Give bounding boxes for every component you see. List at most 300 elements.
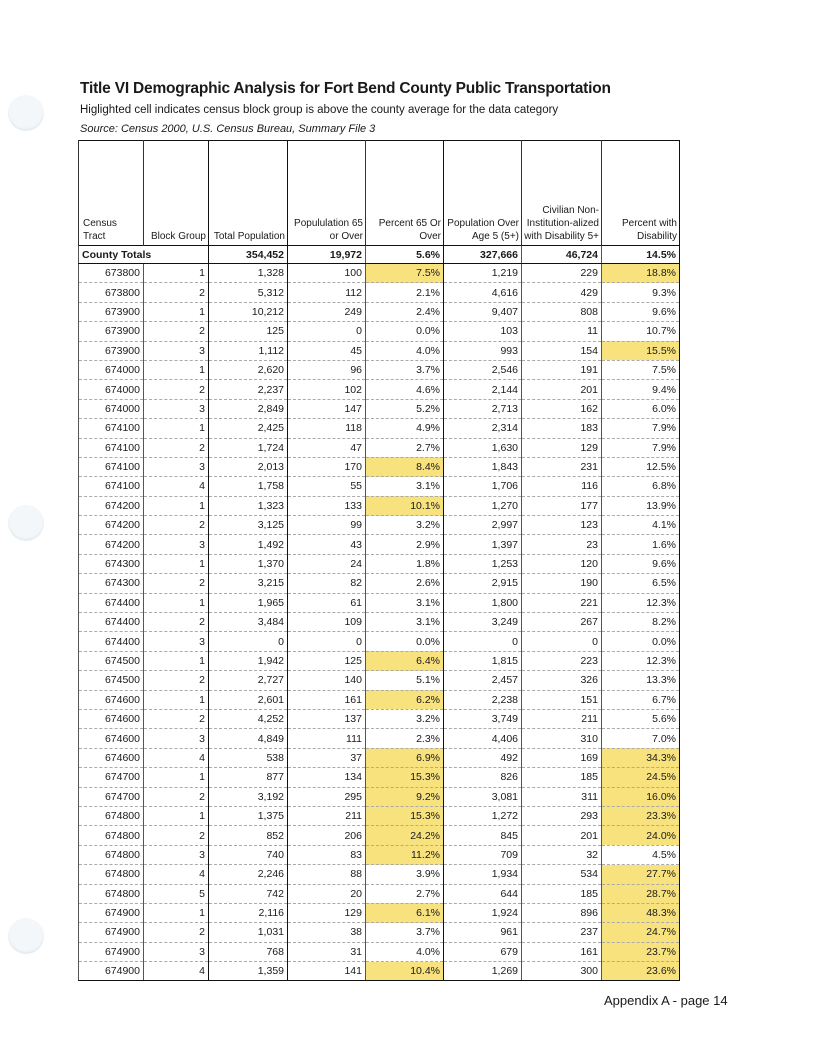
cell-disability-5plus: 229 (522, 264, 602, 283)
cell-block-group: 1 (144, 690, 209, 709)
cell-census-tract: 674900 (79, 962, 144, 981)
cell-population-65-over: 20 (288, 884, 366, 903)
cell-census-tract: 674200 (79, 496, 144, 515)
table-row (79, 748, 680, 767)
table-row (79, 283, 680, 302)
cell-block-group: 3 (144, 632, 209, 651)
cell-percent-65-over: 3.7% (366, 923, 444, 942)
cell-disability-5plus: 32 (522, 845, 602, 864)
cell-disability-5plus: 23 (522, 535, 602, 554)
cell-census-tract: 674900 (79, 942, 144, 961)
cell-block-group: 2 (144, 709, 209, 728)
cell-population-over-5: 961 (444, 923, 522, 942)
cell-total-population: 538 (209, 748, 288, 767)
cell-total-population: 1,323 (209, 496, 288, 515)
hole-punch-mark (8, 505, 44, 541)
cell-percent-disability: 23.3% (602, 806, 680, 825)
cell-population-over-5: 2,997 (444, 516, 522, 535)
cell-census-tract: 674500 (79, 671, 144, 690)
cell-total-population: 1,112 (209, 341, 288, 360)
cell-total-population: 1,031 (209, 923, 288, 942)
cell-population-65-over: 31 (288, 942, 366, 961)
cell-population-over-5: 1,272 (444, 806, 522, 825)
cell-census-tract: 674500 (79, 651, 144, 670)
table-row (79, 613, 680, 632)
cell-disability-5plus: 177 (522, 496, 602, 515)
cell-percent-disability: 28.7% (602, 884, 680, 903)
cell-percent-65-over: 0.0% (366, 632, 444, 651)
cell-disability-5plus: 310 (522, 729, 602, 748)
cell-census-tract: 674100 (79, 438, 144, 457)
header-census-tract: Census Tract (79, 141, 144, 246)
cell-disability-5plus: 896 (522, 903, 602, 922)
cell-population-65-over: 88 (288, 865, 366, 884)
page-title: Title VI Demographic Analysis for Fort Bend County Public Transportation (80, 80, 611, 97)
cell-disability-5plus: 169 (522, 748, 602, 767)
table-row (79, 496, 680, 515)
cell-percent-65-over: 6.1% (366, 903, 444, 922)
cell-disability-5plus: 151 (522, 690, 602, 709)
cell-block-group: 1 (144, 302, 209, 321)
cell-percent-65-over: 2.3% (366, 729, 444, 748)
cell-block-group: 1 (144, 554, 209, 573)
header-block-group: Block Group (144, 141, 209, 246)
cell-percent-65-over: 2.4% (366, 302, 444, 321)
cell-population-over-5: 1,219 (444, 264, 522, 283)
cell-total-population: 1,359 (209, 962, 288, 981)
cell-total-population: 125 (209, 322, 288, 341)
cell-population-over-5: 3,081 (444, 787, 522, 806)
cell-percent-65-over: 0.0% (366, 322, 444, 341)
cell-percent-65-over: 8.4% (366, 457, 444, 476)
header-row (79, 141, 680, 246)
table-row (79, 729, 680, 748)
cell-population-65-over: 37 (288, 748, 366, 767)
cell-percent-65-over: 3.1% (366, 593, 444, 612)
cell-block-group: 3 (144, 535, 209, 554)
cell-block-group: 1 (144, 264, 209, 283)
cell-percent-65-over: 2.9% (366, 535, 444, 554)
cell-population-65-over: 161 (288, 690, 366, 709)
cell-census-tract: 673800 (79, 283, 144, 302)
cell-population-over-5: 1,924 (444, 903, 522, 922)
cell-population-over-5: 679 (444, 942, 522, 961)
totals-percent-65-over: 5.6% (366, 246, 444, 264)
cell-total-population: 1,758 (209, 477, 288, 496)
header-percent-65-over: Percent 65 Or Over (366, 141, 444, 246)
cell-population-over-5: 1,934 (444, 865, 522, 884)
cell-total-population: 877 (209, 768, 288, 787)
cell-percent-disability: 7.9% (602, 438, 680, 457)
cell-population-65-over: 82 (288, 574, 366, 593)
cell-population-65-over: 140 (288, 671, 366, 690)
cell-disability-5plus: 116 (522, 477, 602, 496)
cell-block-group: 4 (144, 748, 209, 767)
cell-total-population: 2,620 (209, 360, 288, 379)
cell-block-group: 1 (144, 593, 209, 612)
cell-percent-disability: 4.5% (602, 845, 680, 864)
table-row (79, 768, 680, 787)
cell-population-over-5: 845 (444, 826, 522, 845)
cell-percent-disability: 24.5% (602, 768, 680, 787)
table-row (79, 554, 680, 573)
cell-total-population: 4,252 (209, 709, 288, 728)
cell-block-group: 4 (144, 865, 209, 884)
cell-block-group: 2 (144, 826, 209, 845)
cell-disability-5plus: 429 (522, 283, 602, 302)
cell-census-tract: 673900 (79, 322, 144, 341)
cell-percent-65-over: 1.8% (366, 554, 444, 573)
cell-percent-65-over: 6.9% (366, 748, 444, 767)
cell-population-65-over: 137 (288, 709, 366, 728)
cell-population-over-5: 1,630 (444, 438, 522, 457)
cell-population-over-5: 492 (444, 748, 522, 767)
cell-population-over-5: 2,144 (444, 380, 522, 399)
cell-population-65-over: 141 (288, 962, 366, 981)
table-row (79, 962, 680, 981)
cell-disability-5plus: 0 (522, 632, 602, 651)
cell-population-over-5: 0 (444, 632, 522, 651)
cell-population-65-over: 133 (288, 496, 366, 515)
page-subtitle: Higlighted cell indicates census block group is above the county average for the data category (80, 104, 559, 116)
cell-population-over-5: 4,406 (444, 729, 522, 748)
cell-census-tract: 673800 (79, 264, 144, 283)
cell-population-over-5: 2,546 (444, 360, 522, 379)
cell-percent-65-over: 4.0% (366, 942, 444, 961)
source-note: Source: Census 2000, U.S. Census Bureau, Summary File 3 (80, 123, 376, 135)
cell-block-group: 3 (144, 399, 209, 418)
cell-percent-disability: 7.0% (602, 729, 680, 748)
cell-block-group: 2 (144, 516, 209, 535)
county-totals-row (79, 246, 680, 264)
cell-block-group: 1 (144, 496, 209, 515)
cell-disability-5plus: 120 (522, 554, 602, 573)
cell-population-over-5: 1,815 (444, 651, 522, 670)
cell-census-tract: 674800 (79, 865, 144, 884)
cell-block-group: 1 (144, 768, 209, 787)
cell-population-over-5: 1,800 (444, 593, 522, 612)
cell-total-population: 3,215 (209, 574, 288, 593)
cell-census-tract: 674600 (79, 709, 144, 728)
cell-block-group: 2 (144, 438, 209, 457)
cell-percent-65-over: 15.3% (366, 768, 444, 787)
cell-census-tract: 674100 (79, 457, 144, 476)
cell-population-65-over: 47 (288, 438, 366, 457)
cell-total-population: 0 (209, 632, 288, 651)
cell-population-65-over: 45 (288, 341, 366, 360)
cell-percent-disability: 16.0% (602, 787, 680, 806)
cell-percent-disability: 15.5% (602, 341, 680, 360)
table-row (79, 690, 680, 709)
cell-disability-5plus: 326 (522, 671, 602, 690)
cell-disability-5plus: 267 (522, 613, 602, 632)
cell-census-tract: 674700 (79, 787, 144, 806)
cell-census-tract: 674300 (79, 574, 144, 593)
cell-total-population: 1,375 (209, 806, 288, 825)
cell-disability-5plus: 162 (522, 399, 602, 418)
cell-percent-disability: 8.2% (602, 613, 680, 632)
cell-total-population: 2,727 (209, 671, 288, 690)
table-row (79, 322, 680, 341)
page-footer: Appendix A - page 14 (604, 993, 728, 1008)
cell-block-group: 1 (144, 419, 209, 438)
cell-percent-65-over: 3.1% (366, 613, 444, 632)
cell-disability-5plus: 185 (522, 884, 602, 903)
cell-percent-65-over: 2.1% (366, 283, 444, 302)
cell-percent-disability: 12.3% (602, 651, 680, 670)
cell-census-tract: 674800 (79, 826, 144, 845)
cell-percent-disability: 9.3% (602, 283, 680, 302)
cell-population-65-over: 96 (288, 360, 366, 379)
cell-population-65-over: 55 (288, 477, 366, 496)
cell-census-tract: 674000 (79, 399, 144, 418)
header-disability-5plus: Civilian Non-Institution-alized with Disability 5+ (522, 141, 602, 246)
cell-percent-disability: 6.8% (602, 477, 680, 496)
cell-census-tract: 674200 (79, 516, 144, 535)
cell-percent-65-over: 5.2% (366, 399, 444, 418)
cell-total-population: 4,849 (209, 729, 288, 748)
cell-percent-disability: 13.9% (602, 496, 680, 515)
cell-percent-disability: 13.3% (602, 671, 680, 690)
cell-disability-5plus: 534 (522, 865, 602, 884)
header-percent-disability: Percent with Disability (602, 141, 680, 246)
cell-percent-disability: 24.7% (602, 923, 680, 942)
cell-percent-65-over: 24.2% (366, 826, 444, 845)
table-row (79, 903, 680, 922)
table-row (79, 806, 680, 825)
cell-percent-disability: 6.0% (602, 399, 680, 418)
cell-population-65-over: 211 (288, 806, 366, 825)
cell-population-over-5: 2,314 (444, 419, 522, 438)
cell-percent-65-over: 4.6% (366, 380, 444, 399)
cell-population-over-5: 1,706 (444, 477, 522, 496)
table-row (79, 632, 680, 651)
cell-population-65-over: 109 (288, 613, 366, 632)
cell-total-population: 1,492 (209, 535, 288, 554)
cell-population-65-over: 170 (288, 457, 366, 476)
cell-percent-65-over: 2.7% (366, 884, 444, 903)
cell-population-65-over: 147 (288, 399, 366, 418)
cell-block-group: 2 (144, 923, 209, 942)
cell-disability-5plus: 237 (522, 923, 602, 942)
cell-census-tract: 674000 (79, 360, 144, 379)
cell-census-tract: 673900 (79, 302, 144, 321)
cell-total-population: 1,328 (209, 264, 288, 283)
cell-total-population: 2,237 (209, 380, 288, 399)
cell-total-population: 2,601 (209, 690, 288, 709)
totals-total-population: 354,452 (209, 246, 288, 264)
cell-census-tract: 674400 (79, 632, 144, 651)
table-row (79, 399, 680, 418)
cell-percent-disability: 7.5% (602, 360, 680, 379)
cell-percent-65-over: 11.2% (366, 845, 444, 864)
cell-percent-disability: 6.7% (602, 690, 680, 709)
cell-total-population: 852 (209, 826, 288, 845)
cell-disability-5plus: 808 (522, 302, 602, 321)
cell-population-over-5: 1,269 (444, 962, 522, 981)
cell-disability-5plus: 221 (522, 593, 602, 612)
cell-percent-disability: 23.7% (602, 942, 680, 961)
header-total-population: Total Population (209, 141, 288, 246)
cell-percent-65-over: 3.7% (366, 360, 444, 379)
cell-census-tract: 674100 (79, 477, 144, 496)
cell-disability-5plus: 161 (522, 942, 602, 961)
cell-block-group: 2 (144, 574, 209, 593)
cell-total-population: 742 (209, 884, 288, 903)
cell-block-group: 1 (144, 651, 209, 670)
cell-census-tract: 674300 (79, 554, 144, 573)
cell-population-65-over: 111 (288, 729, 366, 748)
cell-percent-65-over: 10.1% (366, 496, 444, 515)
table-row (79, 264, 680, 283)
cell-percent-disability: 0.0% (602, 632, 680, 651)
cell-population-65-over: 112 (288, 283, 366, 302)
cell-total-population: 5,312 (209, 283, 288, 302)
header-population-over-5: Population Over Age 5 (5+) (444, 141, 522, 246)
totals-label: County Totals (79, 246, 209, 264)
cell-census-tract: 674900 (79, 903, 144, 922)
cell-percent-65-over: 10.4% (366, 962, 444, 981)
cell-total-population: 740 (209, 845, 288, 864)
cell-total-population: 3,484 (209, 613, 288, 632)
table-row (79, 865, 680, 884)
cell-percent-disability: 4.1% (602, 516, 680, 535)
cell-total-population: 3,125 (209, 516, 288, 535)
cell-percent-65-over: 3.1% (366, 477, 444, 496)
cell-percent-65-over: 2.6% (366, 574, 444, 593)
cell-population-over-5: 1,843 (444, 457, 522, 476)
cell-percent-65-over: 4.9% (366, 419, 444, 438)
cell-disability-5plus: 185 (522, 768, 602, 787)
cell-total-population: 2,116 (209, 903, 288, 922)
demographic-table (78, 140, 680, 981)
table-row (79, 923, 680, 942)
cell-population-65-over: 100 (288, 264, 366, 283)
cell-percent-disability: 9.6% (602, 554, 680, 573)
cell-population-65-over: 129 (288, 903, 366, 922)
cell-population-65-over: 24 (288, 554, 366, 573)
cell-percent-65-over: 4.0% (366, 341, 444, 360)
cell-percent-disability: 9.6% (602, 302, 680, 321)
cell-percent-disability: 12.3% (602, 593, 680, 612)
cell-block-group: 2 (144, 283, 209, 302)
cell-total-population: 10,212 (209, 302, 288, 321)
cell-population-over-5: 993 (444, 341, 522, 360)
cell-disability-5plus: 183 (522, 419, 602, 438)
table-row (79, 942, 680, 961)
cell-disability-5plus: 293 (522, 806, 602, 825)
cell-total-population: 2,849 (209, 399, 288, 418)
cell-population-65-over: 295 (288, 787, 366, 806)
cell-population-65-over: 134 (288, 768, 366, 787)
table-row (79, 477, 680, 496)
totals-disability-5plus: 46,724 (522, 246, 602, 264)
table-row (79, 709, 680, 728)
cell-disability-5plus: 191 (522, 360, 602, 379)
cell-census-tract: 674000 (79, 380, 144, 399)
table-row (79, 516, 680, 535)
cell-block-group: 3 (144, 729, 209, 748)
cell-population-65-over: 43 (288, 535, 366, 554)
cell-block-group: 2 (144, 671, 209, 690)
cell-percent-65-over: 6.4% (366, 651, 444, 670)
table-row (79, 535, 680, 554)
cell-percent-disability: 34.3% (602, 748, 680, 767)
table-row (79, 593, 680, 612)
table-row (79, 380, 680, 399)
cell-percent-disability: 24.0% (602, 826, 680, 845)
cell-disability-5plus: 231 (522, 457, 602, 476)
cell-population-65-over: 249 (288, 302, 366, 321)
cell-percent-65-over: 7.5% (366, 264, 444, 283)
cell-disability-5plus: 223 (522, 651, 602, 670)
cell-percent-65-over: 3.2% (366, 516, 444, 535)
header-population-65-over: Popululation 65 or Over (288, 141, 366, 246)
cell-census-tract: 674600 (79, 748, 144, 767)
cell-population-over-5: 644 (444, 884, 522, 903)
table-row (79, 457, 680, 476)
cell-disability-5plus: 300 (522, 962, 602, 981)
cell-total-population: 1,965 (209, 593, 288, 612)
cell-population-65-over: 38 (288, 923, 366, 942)
cell-population-over-5: 3,249 (444, 613, 522, 632)
cell-population-65-over: 83 (288, 845, 366, 864)
cell-block-group: 1 (144, 806, 209, 825)
table-row (79, 787, 680, 806)
cell-disability-5plus: 11 (522, 322, 602, 341)
cell-percent-disability: 10.7% (602, 322, 680, 341)
cell-percent-65-over: 15.3% (366, 806, 444, 825)
totals-population-65-over: 19,972 (288, 246, 366, 264)
cell-percent-65-over: 9.2% (366, 787, 444, 806)
cell-population-over-5: 2,457 (444, 671, 522, 690)
cell-disability-5plus: 311 (522, 787, 602, 806)
table-row (79, 419, 680, 438)
totals-percent-disability: 14.5% (602, 246, 680, 264)
table-row (79, 845, 680, 864)
cell-block-group: 2 (144, 613, 209, 632)
cell-disability-5plus: 129 (522, 438, 602, 457)
cell-disability-5plus: 154 (522, 341, 602, 360)
cell-disability-5plus: 190 (522, 574, 602, 593)
cell-percent-disability: 18.8% (602, 264, 680, 283)
cell-disability-5plus: 211 (522, 709, 602, 728)
cell-census-tract: 674800 (79, 806, 144, 825)
cell-block-group: 1 (144, 903, 209, 922)
cell-disability-5plus: 201 (522, 826, 602, 845)
cell-population-over-5: 2,713 (444, 399, 522, 418)
cell-block-group: 2 (144, 380, 209, 399)
cell-census-tract: 674800 (79, 884, 144, 903)
table-row (79, 302, 680, 321)
cell-block-group: 4 (144, 962, 209, 981)
cell-census-tract: 673900 (79, 341, 144, 360)
cell-population-over-5: 4,616 (444, 283, 522, 302)
cell-block-group: 4 (144, 477, 209, 496)
cell-census-tract: 674800 (79, 845, 144, 864)
cell-census-tract: 674600 (79, 729, 144, 748)
cell-census-tract: 674200 (79, 535, 144, 554)
cell-block-group: 1 (144, 360, 209, 379)
cell-percent-disability: 9.4% (602, 380, 680, 399)
cell-census-tract: 674900 (79, 923, 144, 942)
cell-percent-65-over: 2.7% (366, 438, 444, 457)
cell-population-over-5: 9,407 (444, 302, 522, 321)
cell-census-tract: 674700 (79, 768, 144, 787)
cell-block-group: 2 (144, 787, 209, 806)
hole-punch-mark (8, 95, 44, 131)
cell-total-population: 2,425 (209, 419, 288, 438)
